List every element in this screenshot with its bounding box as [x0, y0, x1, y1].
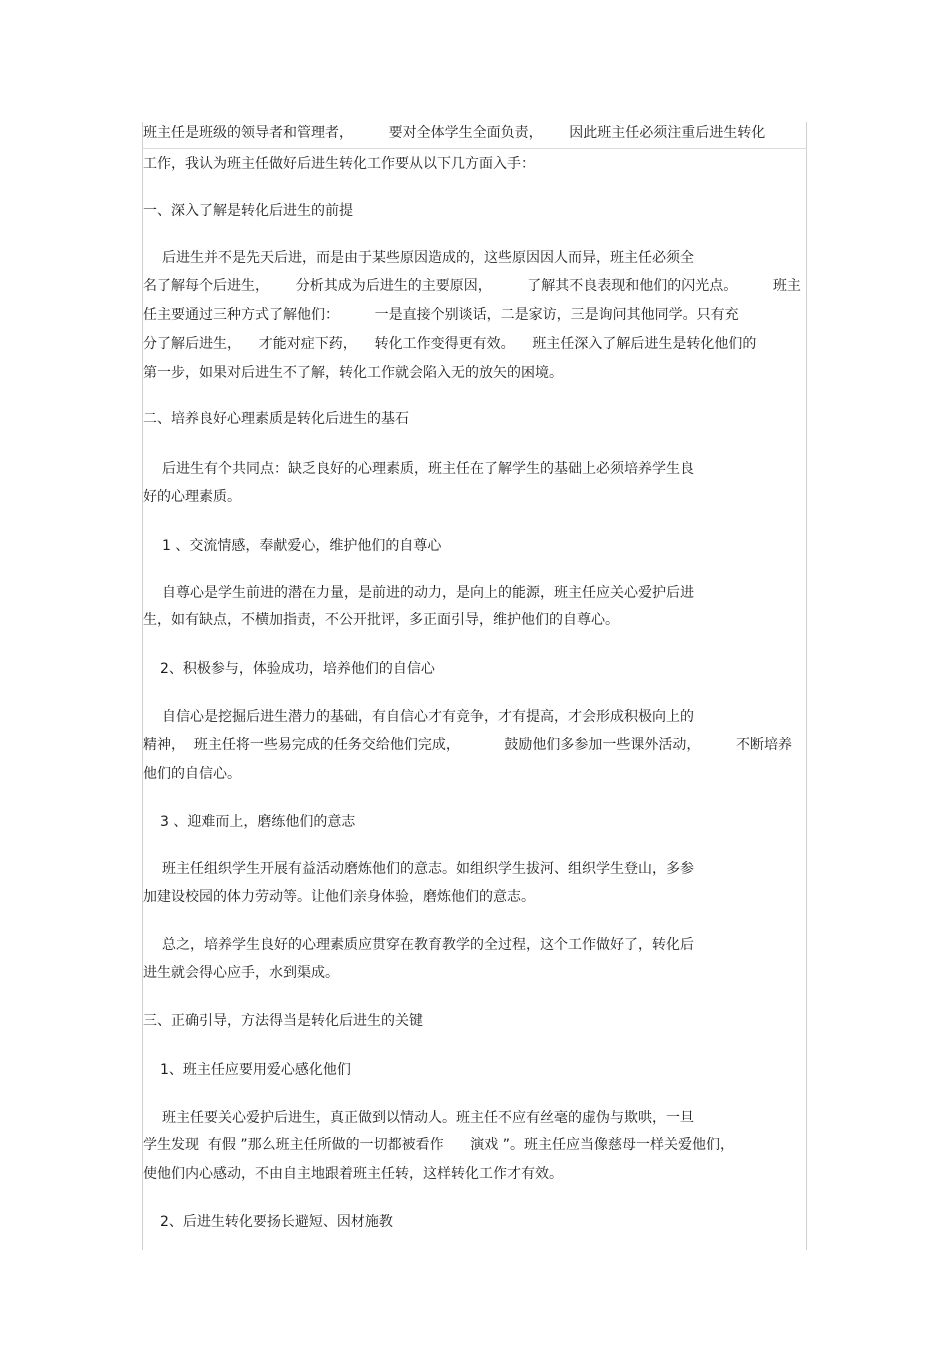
text-line: 后进生有个共同点：缺乏良好的心理素质，班主任在了解学生的基础上必须培养学生良: [162, 461, 694, 477]
text-line: 自尊心是学生前进的潜在力量，是前进的动力，是向上的能源，班主任应关心爱护后进: [162, 585, 694, 601]
section-heading: 二、培养良好心理素质是转化后进生的基石: [143, 411, 409, 427]
text-line: 后进生并不是先天后进，而是由于某些原因造成的，这些原因因人而异，班主任必须全: [162, 250, 694, 266]
section-heading: 一、深入了解是转化后进生的前提: [143, 203, 353, 219]
subsection-heading: 1 、交流情感，奉献爱心，维护他们的自尊心: [162, 538, 442, 554]
text-line: 进生就会得心应手，水到渠成。: [143, 965, 339, 981]
subsection-heading: 1、班主任应要用爱心感化他们: [160, 1062, 351, 1078]
text-line: 加建设校园的体力劳动等。让他们亲身体验，磨炼他们的意志。: [143, 889, 535, 905]
subsection-heading: 3 、迎难而上，磨练他们的意志: [160, 814, 356, 830]
text-line: 名了解每个后进生， 分析其成为后进生的主要原因， 了解其不良表现和他们的闪光点。 班主: [143, 278, 801, 294]
subsection-heading: 2、后进生转化要扬长避短、因材施教: [160, 1214, 393, 1230]
text-line: 精神， 班主任将一些易完成的任务交给他们完成， 鼓励他们多参加一些课外活动， 不断培养: [143, 737, 793, 753]
text-line: 工作，我认为班主任做好后进生转化工作要从以下几方面入手：: [143, 156, 535, 172]
text-line: 班主任要关心爱护后进生，真正做到以情动人。班主任不应有丝毫的虚伪与欺哄，一旦: [162, 1110, 694, 1126]
text-line: 第一步，如果对后进生不了解，转化工作就会陷入无的放矢的困境。: [143, 365, 563, 381]
text-line: 总之，培养学生良好的心理素质应贯穿在教育教学的全过程，这个工作做好了，转化后: [162, 937, 694, 953]
subsection-heading: 2、积极参与，体验成功，培养他们的自信心: [160, 661, 435, 677]
text-line: 班主任组织学生开展有益活动磨炼他们的意志。如组织学生拔河、组织学生登山，多参: [162, 861, 694, 877]
text-line: 班主任是班级的领导者和管理者， 要对全体学生全面负责， 因此班主任必须注重后进生转化: [143, 125, 766, 141]
text-line: 学生发现 有假 ”那么班主任所做的一切都被看作 演戏 ”。班主任应当像慈母一样关爱他们，: [143, 1137, 735, 1153]
text-line: 任主要通过三种方式了解他们： 一是直接个别谈话，二是家访，三是询问其他同学。只有充: [143, 307, 739, 323]
section-heading: 三、正确引导，方法得当是转化后进生的关键: [143, 1013, 423, 1029]
text-line: 好的心理素质。: [143, 489, 241, 505]
top-rule: [142, 148, 807, 149]
right-border-line: [806, 122, 807, 1250]
text-line: 自信心是挖掘后进生潜力的基础，有自信心才有竞争，才有提高，才会形成积极向上的: [162, 709, 694, 725]
text-line: 生，如有缺点，不横加指责，不公开批评，多正面引导，维护他们的自尊心。: [143, 612, 619, 628]
text-line: 分了解后进生， 才能对症下药， 转化工作变得更有效。 班主任深入了解后进生是转化他们的: [143, 336, 757, 352]
text-line: 他们的自信心。: [143, 766, 241, 782]
text-line: 使他们内心感动，不由自主地跟着班主任转，这样转化工作才有效。: [143, 1166, 563, 1182]
